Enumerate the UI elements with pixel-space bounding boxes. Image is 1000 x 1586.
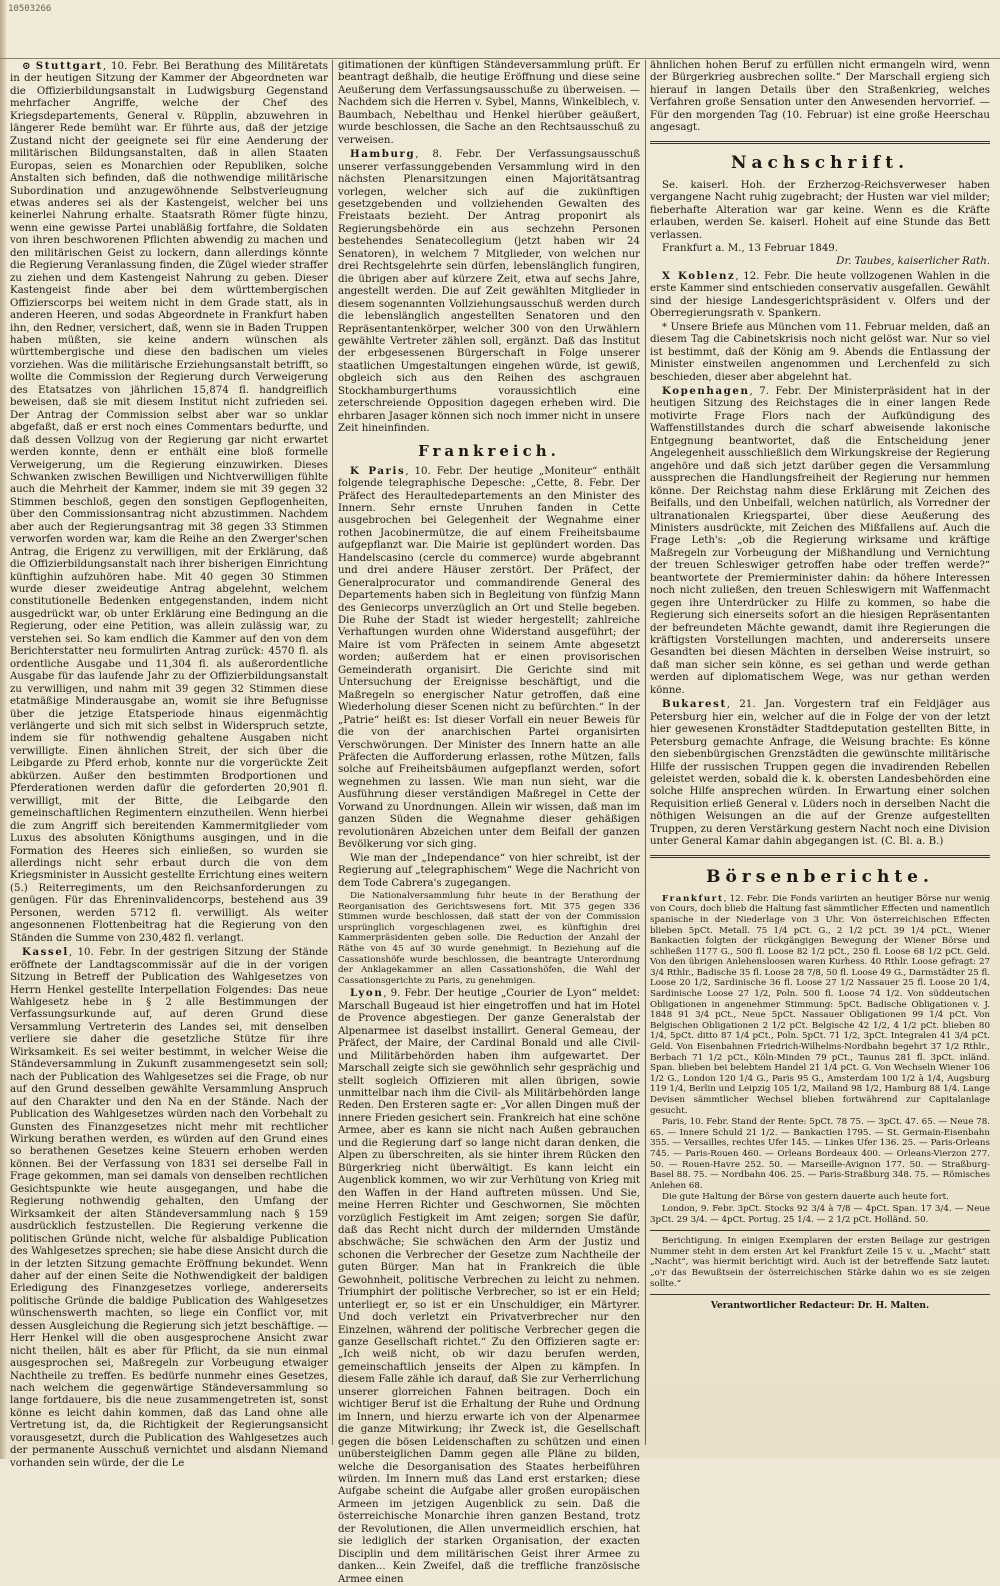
place-kassel: Kassel xyxy=(22,946,69,959)
boerse-frankfurt-text: , 12. Febr. Die Fonds variirten an heutiger Börse nur wenig von Cours, doch blieb die Haltung fast sämmtlicher Effecten und namentlich spanische in der Niederlage von 3 Uhr. Von österreichischen Effecten blieben 5pCt. Metall. 75 1/4 pCt. G., 2 1/2 pCt. 39 1/4 pCt., Wiener Bankactien folgten der rückgängigen Bewegung der Wiener Börse und schließen 1177 G., 500 fl. Loose 82 1/2 pCt., 250 fl. Loose 68 1/2 pCt. Geld. Von den übrigen Anlehensloosen waren Kurhess. 40 Rthlr. Loose gefragt: 27 3/4 Rthlr., Badische 35 fl. Loose 28 7/8, 50 fl. Loose 49 G., Darmstädter 25 fl. Loose 20 1/2, Sardinische 36 fl. Loose 27 1/2 Nassauer 25 fl. Loose 20 1/4, Sardinische Loose 27 1/2, Poln. 500 fl. Loose 74 1/2. Von süddeutschen Obligationen in angenehmer Stimmung: 5pCt. Badische Obligationen v. J. 1848 91 3/4 pCt., Neue 5pCt. Nassauer Obligationen 99 1/4 pCt. Von Belgischen Obligationen 2 1/2 pCt. Belgische 42 1/2, 4 1/2 pCt. blieben 80 1/4, 5pCt. ditto 87 1/4 pCt., Poln. 5pCt. 71 1/2, 3pCt. Integralen 41 3/4 pCt. Geld. Von Eisenbahnen Friedrich-Wilhelms-Nordbahn begehrt 37 1/2 Rthlr., Berbach 71 1/2 pCt., Köln-Minden 79 pCt., Taunus 281 fl. 3pCt. inländ. Span. blieben bei belebtem Handel 21 1/4 pCt. G. Von Wechseln Wiener 106 1/2 G., London 120 1/4 G., Paris 95 G., Amsterdam 100 1/2 à 1/4, Augsburg 119 1/4, Berlin und Leipzig 105 1/2, Mailand 98 1/2, Hamburg 88 1/4. Lange Devisen sämmtlicher Wechsel blieben fortwährend zur Capitalanlage gesucht. xyxy=(650,893,990,1116)
article-boerse-paris: Paris, 10. Febr. Stand der Rente: 5pCt. 78 75. — 3pCt. 47. 65. — Neue 78. 65. — Innere Schuld 21 1/2. — Bankactien 1795. — St. Germain-Eisenbahn 355. — Versailles, rechtes Ufer 145. — Linkes Ufer 136. 25. — Paris-Orleans 745. — Paris-Rouen 460. — Orleans Bordeaux 400. — Orleans-Vierzon 277. 50. — Rouen-Havre 252. 50. — Marseille-Avignon 177. 50. — Straßburg-Basel 88. 75. — Nordbahn 406. 25. — Paris-Straßburg 348. 75. — Römisches Anlehen 68. xyxy=(650,1117,990,1191)
kopenhagen-text: , 7. Febr. Der Ministerpräsident hat in der heutigen Sitzung des Reichstages die in einer langen Rede motivirte Frage Flors nach der Aufkündigung des Waffenstillstandes durch die scharf abweisende lakonische Entgegnung beantwortet, daß die Entscheidung jener Angelegenheit ausschließlich dem Wirkungskreise der Regierung angehöre und daß sich jetzt darüber gegen die Versammlung aussprechen die Handlungsfreiheit der Regierung nur hemmen könne. Der Reichstag nahm diese Erklärung mit Zeichen des Beifalls, und den Unbeifall, welchen natürlich, als Vorredner der ultranationalen Kriegspartei, über diese Aeußerung des Ministers ausdrückte, mit Zeichen des Mißfallens auf. Auch die Frage Leth's: „ob die Regierung wirksame und kräftige Maßregeln zur Vorbeugung der Mißhandlung und Vernichtung der treuen Schleswiger getroffen habe oder treffen werde?“ beantwortete der Premierminister dahin: da höhere Interessen noch nicht zuließen, den treuen Schleswigern mit Waffenmacht gegen ihre Unterdrücker zu Hilfe zu kommen, so habe die Regierung sich einerseits sofort an die hiesigen Repräsentanten der befreundeten Mächte gewandt, damit ihre Regierungen die kräftigsten Vorstellungen machten, und andererseits unsere Gesandten bei diesen Mächten in derselben Weise instruirt, so daß man sicher sein könne, es sei gethan und werde gethan werden auf diplomatischem Wege, was nur gethan werden könne. xyxy=(650,385,990,696)
article-muenchen: * Unsere Briefe aus München vom 11. Februar melden, daß an diesem Tag die Cabinetskrisis noch nicht gelöst war. Nur so viel ist bestimmt, daß der König am 9. Abends die Entlassung der Minister einstweilen angenommen und Lerchenfeld zu sich beschieden, dieser aber abgelehnt hat. xyxy=(650,321,990,383)
place-hamburg: Hamburg xyxy=(350,148,416,161)
column-rule-2 xyxy=(645,60,646,1445)
koblenz-text: , 12. Febr. Die heute vollzogenen Wahlen in die erste Kammer sind entschieden conservativ ausgefallen. Gewählt sind der hiesige Landesgerichtspräsident v. Olfers und der Oberregierungsrath v. Spankern. xyxy=(650,270,990,320)
article-independance: Wie man der „Independance“ von hier schreibt, ist der Regierung auf „telegraphischem“ Wege die Nachricht von dem Tode Cabrera's zugegangen. xyxy=(338,852,640,889)
place-kopenhagen: Kopenhagen xyxy=(662,384,750,397)
article-paris xyxy=(338,465,640,852)
column-rule-1 xyxy=(332,60,333,1445)
sheet-id: 10503266 xyxy=(8,4,52,14)
section-heading-nachschrift: Nachschrift. xyxy=(730,152,910,173)
hamburg-text: , 8. Febr. Der Verfassungsausschuß unserer verfassunggebenden Versammlung wird in den nächsten Plenarsitzungen einen Majoritätsantrag vorlegen, welcher sich auf die zukünftigen gesetzgebenden und vollziehenden Gewalten des Freistaats bezieht. Der Antrag proponirt als Regierungsbehörde ein aus sechzehn Personen bestehendes Senatecollegium (jetzt haben wir 24 Senatoren), in welchem 7 Mitglieder, von welchen nur drei Rechtsgelehrte sein dürfen, lebenslänglich fungiren, die übrigen aber auf kürzere Zeit, etwa auf sechs Jahre, angestellt werden. Die auf Zeit gewählten Mitglieder in diesem sogenannten Vollziehungsausschuß werden durch die lebenslänglich angestellten Senatoren und den Repräsentantenkörper, welcher 300 von den Urwählern gewählte Vertreter zählen soll, ergänzt. Daß das Institut der erbgesessenen Bürgerschaft in Folge unserer staatlichen Umgestaltungen eingehen würde, ist gewiß, obgleich sich aus den Reihen des aschgrauen Stockhamburgerthums voraussichtlich eine zeterschreiende Opposition dagegen erheben wird. Die ehrbaren Jasager können sich noch immer nicht in unsere Zeit hineinfinden. xyxy=(338,149,640,435)
place-frankfurt: Frankfurt xyxy=(662,893,724,904)
section-heading-boersenberichte: Börsenberichte. xyxy=(706,866,934,887)
article-koblenz xyxy=(650,270,990,321)
paris-text: , 10. Febr. Der heutige „Moniteur“ enthält folgende telegraphische Depesche: „Cette, 8. Febr. Der Präfect des Heraultedepartements an den Minister des Innern. Sehr ernste Unruhen fanden in Cette ausgebrochen bei Gelegenheit der Wegnahme einer rothen Jacobinermütze, die auf einem Freiheitsbaume aufgepflanzt war. Die Mairie ist geplündert worden. Das Handelscasino (cercle du commerce) wurde abgebrannt und drei andere Häuser zerstört. Der Präfect, der Generalprocurator und commandirende General des Departements haben sich in Begleitung von fünfzig Mann des Geniecorps unverzüglich an Ort und Stelle begeben. Die Ruhe der Stadt ist wieder hergestellt; zahlreiche Verhaftungen wurden ohne Widerstand ausgeführt; der Maire ist vom Präfecten in seinem Amte abgesetzt worden; außerdem hat er einen provisorischen Gemeinderath organisirt. Die Gerichte sind mit Untersuchung der Ereignisse beschäftigt, und die Maßregeln so energischer Natur getroffen, daß eine Wiederholung dieser Scenen nicht zu befürchten.“ In der „Patrie“ heißt es: Ist dieser Vorfall ein neuer Beweis für die von der anarchischen Partei organisirten Verschwörungen. Der Minister des Innern hatte an alle Präfecten die Aufforderung erlassen, rothe Mützen, falls solche auf Freiheitsbäumen aufgepflanzt werden, sofort wegnehmen zu lassen. Wie man nun sieht, war die Ausführung dieser verständigen Maßregel in Cette der Vorwand zu Unordnungen. Allein wir wissen, daß man im ganzen Süden die Wegnahme dieser gehäßigen revolutionären Abzeichen unter dem Beifall der ganzen Bevölkerung vor sich ging. xyxy=(338,465,641,851)
small-print-note: Die Nationalversammlung fuhr heute in der Berathung der Reorganisation des Gerichtswesens fort. Mit 375 gegen 336 Stimmen wurde beschlossen, daß statt der von der Commission ursprünglich vorgeschlagenen zwei, es künftighin drei Kammerpräsidenten geben solle. Die Reduction der Anzahl der Räthe von 45 auf 30 wurde genehmigt. In Beziehung auf die Cassationshöfe wurde beschlossen, die beantragte Unterordnung der Anklagekammer an allen Cassationshöfen, die Wahl der Cassationsgerichte zu Paris, zu genehmigen. xyxy=(338,891,640,986)
article-kopenhagen xyxy=(650,385,990,697)
article-bukarest xyxy=(650,698,990,848)
kassel-continued: gitimationen der künftigen Ständeversammlung prüft. Er beantragt deßhalb, die heutige Eröffnung und diese seine Aeußerung dem Verfassungsausschuße zu überweisen. — Nachdem sich die Herren v. Sybel, Manns, Winkelblech, v. Baumbach, Nebelthau und Henkel hierüber geäußert, wurde beschlossen, die Sache an den Rechtsausschuß zu verweisen. xyxy=(338,60,640,146)
divider xyxy=(650,1294,990,1295)
place-lyon: Lyon xyxy=(350,987,384,1000)
column-1 xyxy=(10,60,328,1469)
column-3 xyxy=(650,60,990,1450)
article-lyon xyxy=(338,987,640,1586)
column-2 xyxy=(338,60,641,1585)
divider xyxy=(650,855,990,858)
article-boerse-frankfurt xyxy=(650,894,990,1116)
bukarest-text: , 21. Jan. Vorgestern traf ein Feldjäger aus Petersburg hier ein, welcher auf die in Folge der von der letzt hier gewesenen Kronstädter Stadtdeputation gestellten Bitte, in Petersburg gemachte Anfrage, die Weisung brachte: Es könne den siebenbürgischen Grenzstädten die gewünschte militärische Hilfe der russischen Truppen gegen die invadirenden Rebellen geleistet werden, sobald die k. k. obersten Landesbehörden eine solche Hilfe ansprechen würden. In Erwartung einer solchen Requisition erließ General v. Lüders noch in derselben Nacht die nöthigen Weisungen an die auf der Grenze aufgestellten Truppen, zu deren Verstärkung gestern Nacht noch eine Division unter General Kamar dahin abgegangen ist. (C. Bl. a. B.) xyxy=(650,699,990,848)
kassel-text: , 10. Febr. In der gestrigen Sitzung der Stände eröffnete der Landtagscommissär auf die in der vorigen Sitzung in Betreff der Publication des Wahlgesetzes von Herrn Henkel gestellte Interpellation Folgendes: Das neue Wahlgesetz hebe in § 2 alle Bestimmungen der Verfassungsurkunde auf, auf deren Grund diese Versammlung Vertreterin des Landes sei, mit denselben verliere sie daher die gesetzliche Stütze für ihre Wirksamkeit. Es sei weiter bestimmt, in welcher Weise die Ständeversammlung in Zukunft zusammengesetzt sein soll; nach der Publication des Wahlgesetzes sei die Frage, ob nur auf den Grund desselben gewählte Versammlung Anspruch auf den Charakter und den Na en der Stände. Nach der Publication des Wahlgesetzes würden nach den Vorbehalt zu Gunsten des Finanzgesetzes nicht mehr mit rechtlicher Wirkung berathen werden, es würden auf den Grund eines so berathenen Gesetzes keine Steuern erhoben werden können. Bei der Verfassung von 1831 sei derselbe Fall in Frage gekommen, man sei damals von denselben rechtlichen Gesichtspunkte wie heute ausgegangen, und habe die Regierung nothwendig gehalten, den Umfang der Wirksamkeit der alten Ständeversammlung nach § 159 ausdrücklich festzustellen. Die Regierung verkenne die politischen Gründe nicht, welche für alsbaldige Publication des Wahlgesetzes sprechen; sie habe diese Ansicht durch die in der letzten Sitzung gemachte Eröffnung bekundet. Wenn daher auf der einen Seite die Nothwendigkeit der baldigen Erledigung des Finanzgesetzes vorliege, andererseits politische Gründe die baldige Publication des Wahlgesetzes wünschenswerth machten, so liege ein Conflict vor, mit dessen Ausgleichung die Regierung sich jetzt beschäftige. — Herr Henkel will die oben ausgesprochene Ansicht zwar nicht theilen, hält es aber für Pflicht, da sie nun einmal ausgesprochen sei, Maßregeln zur Vorbeugung etwaiger Nachtheile zu treffen. Es bedürfe nunmehr eines Gesetzes, nach welchem die gegenwärtige Ständeversammlung so lange fortdauere, bis die neue zusammengetreten ist, sonst könne es leicht dahin kommen, daß das Land ohne alle Vertretung ist, da, die Richtigkeit der Regierungsansicht vorausgesetzt, durch die Publication des Wahlgesetzes auch der permanente Ausschuß vernichtet und alsdann Niemand vorhanden sein würde, der die Le xyxy=(10,947,328,1469)
lyon-text: , 9. Febr. Der heutige „Courier de Lyon“ meldet: Marschall Bugeaud ist hier eingetroffen und hat im Hotel de Provence abgestiegen. Der ganze Generalstab der Alpenarmee ist daselbst installirt. General Gemeau, der Präfect, der Maire, der Cardinal Bonald und alle Civil- und Militärbehörden haben ihm aufgewartet. Der Marschall zeigte sich sie gewöhnlich sehr gesprächig und stellt sogleich Offizieren mit allen übrigen, sowie unmittelbar nach ihm die Civil- als Militärbehörden lange Reden. Den Ersteren sagte er: „Vor allen Dingen muß der innere Frieden gesichert sein. Frankreich hat eine schöne Armee, aber es kann sie nicht nach Außen gebrauchen und die Regierung darf so lange nicht daran denken, die Alpen zu überschreiten, als sie hinter ihrem Rücken den Bürgerkrieg nicht überwältigt. Es kann leicht ein Augenblick kommen, wo wir zur Verhütung von Krieg mit den Waffen in der Hand auftreten müssen. Und Sie, meine Herren Richter und Geschwornen, Sie möchten vorzüglich Festigkeit im Amt zeigen; sorgen Sie dafür, daß das Recht nicht durch der mildernden Umstände abschwäche; Sie schwächen den Arm der Justiz und schonen die Verbrecher der Gesetze zum Nachtheile der guten Bürger. Man hat in Frankreich die üble Gewohnheit, politische Verbrechen zu leicht zu nehmen. Triumphirt der politische Verbrecher, so ist er ein Held; unterliegt er, so ist er ein Unschuldiger, ein Märtyrer. Und doch verletzt ein Privatverbrecher nur den Einzelnen, während der politische Verbrecher gegen die ganze Gesellschaft richtet.“ Zu den Offizieren sagte er: „Ich weiß nicht, ob wir dazu berufen werden, gemeinschaftlich jenseits der Alpen zu kämpfen. In diesem Falle zähle ich darauf, daß Sie zur Verherrlichung unserer glorreichen Fahnen beitragen. Doch ein wichtiger Beruf ist die Erhaltung der Ruhe und Ordnung im Innern, und hierzu erwarte ich von der Alpenarmee die ganze Mitwirkung; ihr Zweck ist, die Gesellschaft gegen die bösen Leidenschaften zu schützen und einen unübersteiglichen Damm gegen alle Pläne zu bilden, welche die Desorganisation des Staates herbeiführen würden. Im Innern muß das Land erst erstarken; diese Aufgabe scheint die Aufgabe aller großen europäischen Armeen im jetzigen Augenblick zu sein. Daß die österreichische Monarchie ihren ganzen Bestand, trotz der Revolutionen, die Allen unvermeidlich erschien, hat sie lediglich der starken Organisation, der exacten Disciplin und dem militärischen Geist ihrer Armee zu danken... Kein Zweifel, daß die treffliche französische Armee einen xyxy=(338,988,640,1585)
divider xyxy=(650,1230,990,1231)
stuttgart-text: , 10. Febr. Bei Berathung des Militäretats in der heutigen Sitzung der Kammer der Abgeordneten war die Offizierbildungsanstalt in Ludwigsburg Gegenstand mehrfacher Angriffe, welche der Chef des Kriegsdepartements, General v. Rüpplin, abzuwehren in längerer Rede bemüht war. Er führte aus, daß der jetzige Zustand nicht der geeignete sei für eine Aenderung der militärischen Bildungsanstalten, daß in allen Staaten Europas, seien es Monarchien oder Republiken, solche Anstalten sich befinden, daß die nothwendige militärische Subordination und anzugewöhnende Selbstverleugnung etwas anderes sei als der Kastengeist, welcher bei uns keinerlei Nahrung erhalte. Staatsrath Römer fügte hinzu, wenn eine gewisse Partei unabläßig fortfahre, die Soldaten von ihren beschworenen Pflichten abwendig zu machen und den militärischen Geist zu lockern, dann allerdings könnte die Regierung Veranlassung finden, die Zügel wieder straffer zu ziehen und dem Kastengeist Nahrung zu geben. Dieser Kastengeist finde aber bei dem württembergischen Offizierscorps bei weitem nicht in dem Grade statt, als in anderen Heeren, und sodas Abgeordnete in Frankfurt haben ihn, den Redner, versichert, daß, wenn sie in Baden Truppen haben müßten, sie keine andern wünschen als württembergische und diese den badischen um vieles vorziehen. Was die militärische Erziehungsanstalt betrifft, so wollte die Commission der Regierung durch Verweigerung des Etatsatzes von jährlichen 15,874 fl. handgreiflich beweisen, daß sie mit diesem Institut nicht zufrieden sei. Der Antrag der Commission selbst aber war so unklar abgefaßt, daß er erst noch eines Commentars bedurfte, und daß dessen Vollzug von der Regierung gar nicht erwartet werden konnte, denn er enthält eine bloß formelle Verweigerung, um die Regierung einzuwirken. Dieses Schwanken zwischen Bewilligen und Nichtverwilligen fühlte auch die Mehrheit der Kammer, indem sie mit 39 gegen 32 Stimmen beschloß, gegen den sonstigen Gepflogenheiten, über den Commissionsantrag nicht abzustimmen. Nachdem aber auch der Regierungsantrag mit 38 gegen 33 Stimmen verworfen worden war, kam die Reihe an den Zwerger'schen Antrag, die Erigenz zu verwilligen, mit der Erklärung, daß die Offizierbildungsanstalt nach ihrer bisherigen Einrichtung künftighin aufzuhören habe. Mit 40 gegen 30 Stimmen wurde dieser zweideutige Antrag abgelehnt, welchem constitutionelle Bedenken entgegenstanden, indem nicht ausgedrückt war, ob unter Erklärung eine Bedingung an die Regierung, oder eine Petition, was allein zulässig war, zu verstehen sei. So kam endlich die Kammer auf den von dem Berichterstatter neu formulirten Antrag zurück: 4570 fl. als ordentliche Ausgabe und 11,304 fl. als außerordentliche Ausgabe für das laufende Jahr zu der Offizierbildungsanstalt zu verwilligen, und nahm mit 39 gegen 32 Stimmen diese etatmäßige Minderausgabe an, womit sie ihre Befugnisse über die jetzige Etatsperiode hinaus eigenmächtig verlängerte und sich mit sich selbst in Widerspruch setzte, indem sie für nothwendig gehaltene Ausgaben nicht verwilligte. Einen ähnlichen Streit, der sich über die Leibgarde zu Pferd erhob, konnte nur die vorgerückte Zeit abkürzen. Außer den bestimmten Brodportionen und Pferderationen werden dafür die geforderten 20,901 fl. verwilligt, mit der Bitte, die Leibgarde den gemeinschaftlichen Regimentern einzutheilen. Wenn hierbei die zum Angriff sich bereitenden Kammermitglieder vom Luxus des absoluten Königthums ausgingen, und in die Formation des Heeres sich einließen, so wurden sie allerdings nicht sehr erbaut durch die von dem Kriegsminister in Aussicht gestellte Errichtung eines weitern (5.) Reiterregiments, um den Reichsanforderungen zu genügen. Für das Ehreninvalidencorps, bestehend aus 39 Personen, werden 5712 fl. verwilligt. Als weiter angesonnenen Flottenbeitrag hat die Regierung von den Ständen die Summe von 230,482 fl. verlangt. xyxy=(10,61,328,944)
divider xyxy=(650,141,990,144)
place-stuttgart: Stuttgart xyxy=(35,60,103,72)
article-kassel xyxy=(10,946,328,1470)
page-spine xyxy=(0,0,6,1459)
boerse-paris-tail: Die gute Haltung der Börse von gestern dauerte auch heute fort. xyxy=(662,1192,949,1203)
place-paris: K Paris xyxy=(350,464,406,477)
place-bukarest: Bukarest xyxy=(662,698,727,711)
nachschrift-text: Se. kaiserl. Hoh. der Erzherzog-Reichsverweser haben vergangene Nacht ruhig zugebracht; der Husten war viel milder; fieberhafte Alteration war gar keine. Wenn es die Kräfte erlauben, werden Se. kaiserl. Hoheit auf eine Stunde das Bett verlassen. xyxy=(650,179,990,241)
article-hamburg xyxy=(338,148,640,435)
bullet-icon: ⊙ xyxy=(22,60,36,72)
faded-masthead xyxy=(0,0,1000,59)
dateline: Frankfurt a. M., 13 Februar 1849. xyxy=(662,242,839,254)
article-boerse-london: London, 9. Febr. 3pCt. Stocks 92 3/4 à 7/8 — 4pCt. Span. 17 3/4. — Neue 3pCt. 29 3/4. — 4pCt. Portug. 25 1/4. — 2 1/2 pCt. Holländ. 50. xyxy=(650,1203,990,1225)
signature: Dr. Taubes, kaiserlicher Rath. xyxy=(836,256,990,268)
lyon-continued: ähnlichen hohen Beruf zu erfüllen nicht ermangeln wird, wenn der Bürgerkrieg ausbrechen sollte.“ Der Marschall ergieng sich hierauf in langen Details über den Straßenkrieg, welches Verfahren große Sensation unter den Anwesenden hervorrief. — Für den morgenden Tag (10. Februar) ist eine große Heerschau angesagt. xyxy=(650,60,990,134)
place-koblenz: X Koblenz xyxy=(662,269,736,282)
responsible-editor: Verantwortlicher Redacteur: Dr. H. Malten. xyxy=(710,1301,930,1312)
berichtigung: Berichtigung. In einigen Exemplaren der ersten Beilage zur gestrigen Nummer steht in dem ersten Art kel Frankfurt Zeile 15 v. u. „Macht“ statt „Nacht“, was hiermit berichtigt wird. Auch ist der betreffende Satz lautet: „o'r das Bewußtsein der österreichischen Stärke dahin wo es sie zeigen sollte.“ xyxy=(650,1236,990,1289)
section-heading-frankreich: Frankreich. xyxy=(418,441,560,460)
article-stuttgart xyxy=(10,60,328,945)
